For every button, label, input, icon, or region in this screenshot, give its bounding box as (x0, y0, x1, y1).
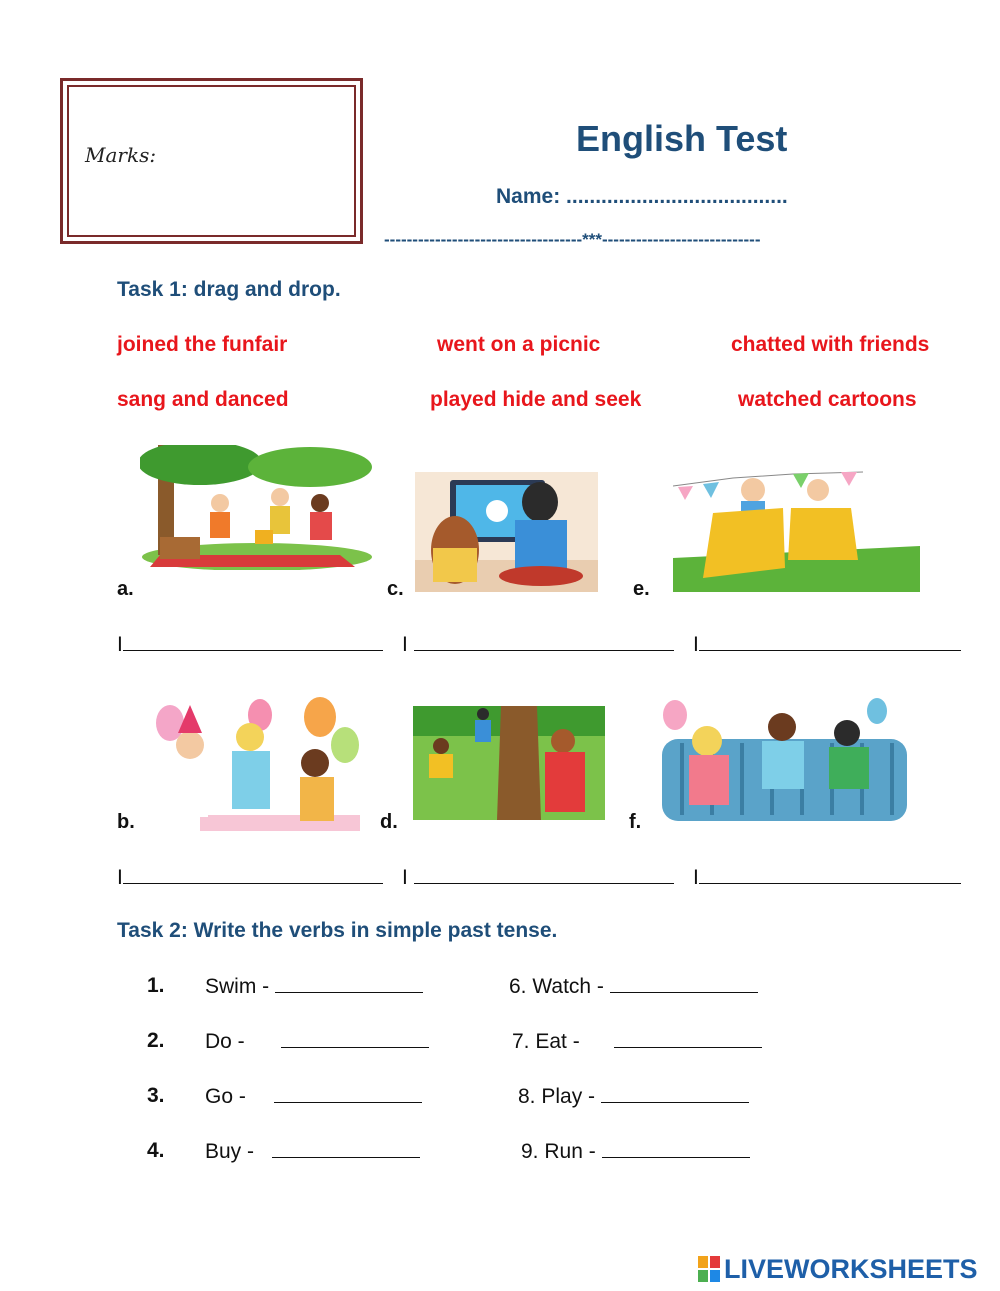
liveworksheets-logo (698, 1254, 978, 1284)
picture-letter: e. (633, 578, 650, 600)
picture-letter: c. (387, 578, 404, 600)
picture-letter: b. (117, 811, 135, 833)
item-number: 2. (147, 1029, 165, 1052)
verb-blank[interactable] (272, 1139, 420, 1158)
answer-blank[interactable] (123, 865, 383, 884)
logo-mark-icon (698, 1256, 720, 1282)
phrase-option[interactable]: joined the funfair (117, 333, 288, 356)
verb-label: 8. Play - (518, 1085, 596, 1108)
picture-letter: f. (629, 811, 642, 833)
verb-label: 9. Run - (521, 1140, 596, 1163)
picnic-picture (140, 445, 375, 570)
phrase-option[interactable]: sang and danced (117, 388, 289, 411)
marks-label: Marks: (85, 143, 157, 167)
answer-blank[interactable] (699, 865, 961, 884)
answer-prefix: I (402, 866, 408, 889)
hide-and-seek-picture (413, 706, 605, 820)
answer-prefix: I (693, 633, 699, 656)
phrase-option[interactable]: watched cartoons (738, 388, 917, 411)
answer-prefix: I (117, 866, 123, 889)
verb-blank[interactable] (601, 1084, 749, 1103)
verb-blank[interactable] (602, 1139, 750, 1158)
verb-item[interactable] (205, 1029, 429, 1054)
friends-sofa-picture (657, 697, 912, 827)
verb-label: Go - (205, 1085, 246, 1108)
task1-title: Task 1: drag and drop. (117, 278, 341, 301)
singing-picture (140, 695, 362, 831)
item-number: 3. (147, 1084, 165, 1107)
verb-label: Do - (205, 1030, 245, 1053)
verb-item[interactable] (518, 1084, 749, 1109)
verb-item[interactable] (512, 1029, 762, 1054)
answer-prefix: I (693, 866, 699, 889)
answer-line-d[interactable] (402, 865, 674, 890)
verb-label: Swim - (205, 975, 270, 998)
logo-text: LIVEWORKSHEETS (724, 1253, 978, 1284)
divider-line: -----------------------------------***---------------------------- (384, 230, 761, 249)
answer-line-e[interactable] (693, 632, 961, 657)
verb-blank[interactable] (610, 974, 758, 993)
verb-item[interactable] (205, 974, 423, 999)
answer-prefix: I (402, 633, 408, 656)
phrase-option[interactable]: chatted with friends (731, 333, 930, 356)
marks-box (60, 78, 363, 244)
verb-blank[interactable] (274, 1084, 422, 1103)
picture-letter: a. (117, 578, 134, 600)
verb-blank[interactable] (275, 974, 423, 993)
answer-prefix: I (117, 633, 123, 656)
verb-blank[interactable] (281, 1029, 429, 1048)
answer-line-f[interactable] (693, 865, 961, 890)
verb-item[interactable] (205, 1084, 422, 1109)
answer-line-b[interactable] (117, 865, 383, 890)
verb-label: 6. Watch - (509, 975, 604, 998)
verb-label: 7. Eat - (512, 1030, 580, 1053)
item-number: 1. (147, 974, 165, 997)
verb-item[interactable] (205, 1139, 420, 1164)
item-number: 4. (147, 1139, 165, 1162)
funfair-picture (673, 468, 920, 592)
answer-blank[interactable] (414, 632, 674, 651)
verb-blank[interactable] (614, 1029, 762, 1048)
name-line: Name: ...................................... (496, 185, 788, 208)
answer-blank[interactable] (123, 632, 383, 651)
task2-title: Task 2: Write the verbs in simple past tense. (117, 919, 558, 942)
answer-line-a[interactable] (117, 632, 383, 657)
verb-label: Buy - (205, 1140, 255, 1163)
verb-item[interactable] (509, 974, 758, 999)
phrase-option[interactable]: went on a picnic (437, 333, 601, 356)
cartoons-picture (415, 472, 598, 592)
phrase-option[interactable]: played hide and seek (430, 388, 642, 411)
verb-item[interactable] (521, 1139, 750, 1164)
answer-blank[interactable] (414, 865, 674, 884)
answer-line-c[interactable] (402, 632, 674, 657)
page-title: English Test (576, 118, 788, 159)
picture-letter: d. (380, 811, 398, 833)
answer-blank[interactable] (699, 632, 961, 651)
